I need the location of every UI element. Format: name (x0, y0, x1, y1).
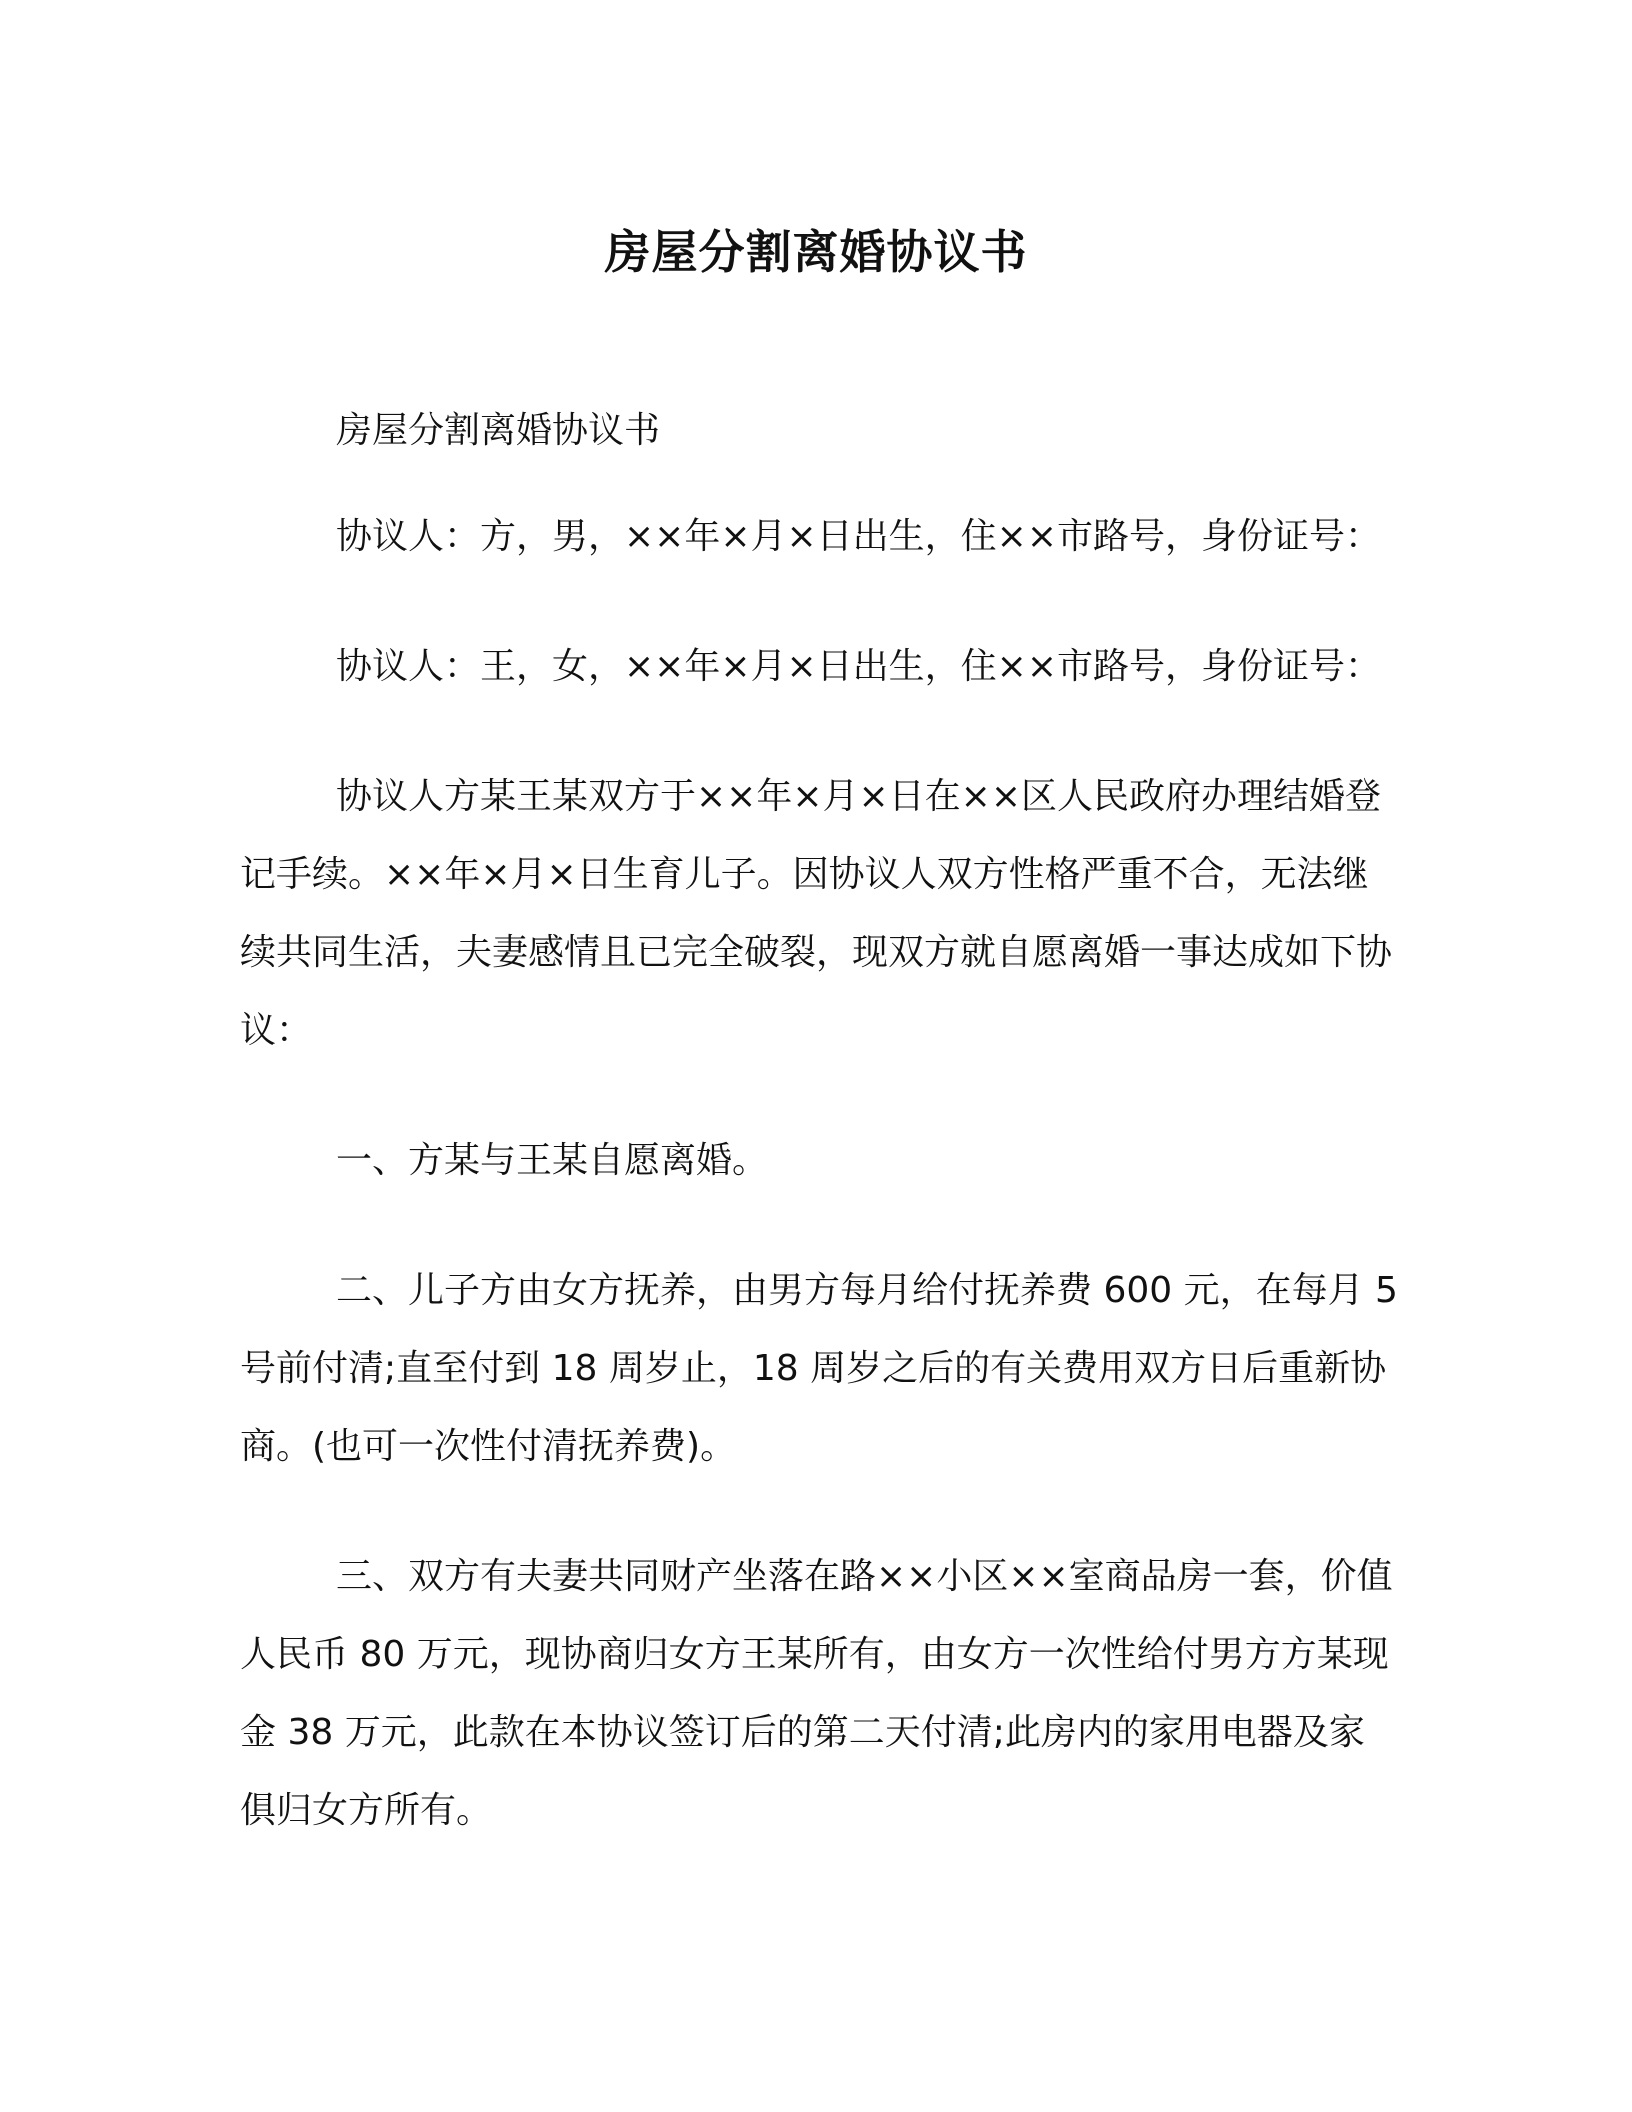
paragraph-clause-1: 一、方某与王某自愿离婚。 (336, 1140, 769, 1181)
paragraph-party-female: 协议人：王，女，××年×月×日出生，住××市路号，身份证号： (336, 646, 1381, 687)
paragraph-clause-2: 二、儿子方由女方抚养，由男方每月给付抚养费 600 元，在每月 5 号前付清;直至付到 18 周岁止，18 周岁之后的有关费用双方日后重新协商。(也可一次性付清抚养费)。 (240, 1270, 1398, 1467)
paragraph-clause-3: 三、双方有夫妻共同财产坐落在路××小区××室商品房一套，价值人民币 80 万元，现协商归女方王某所有，由女方一次性给付男方方某现金 38 万元，此款在本协议签订后的第二天付清;此房内的家用电器及家俱归女方所有。 (240, 1556, 1393, 1831)
paragraph-background: 协议人方某王某双方于××年×月×日在××区人民政府办理结婚登记手续。××年×月×日生育儿子。因协议人双方性格严重不合，无法继续共同生活，夫妻感情且已完全破裂，现双方就自愿离婚一事达成如下协议： (240, 776, 1393, 1051)
document-title: 房屋分割离婚协议书 (604, 225, 1028, 279)
paragraph-subtitle: 房屋分割离婚协议书 (336, 410, 661, 451)
paragraph-party-male: 协议人：方，男，××年×月×日出生，住××市路号，身份证号： (336, 516, 1381, 557)
document-body (240, 392, 1400, 1902)
